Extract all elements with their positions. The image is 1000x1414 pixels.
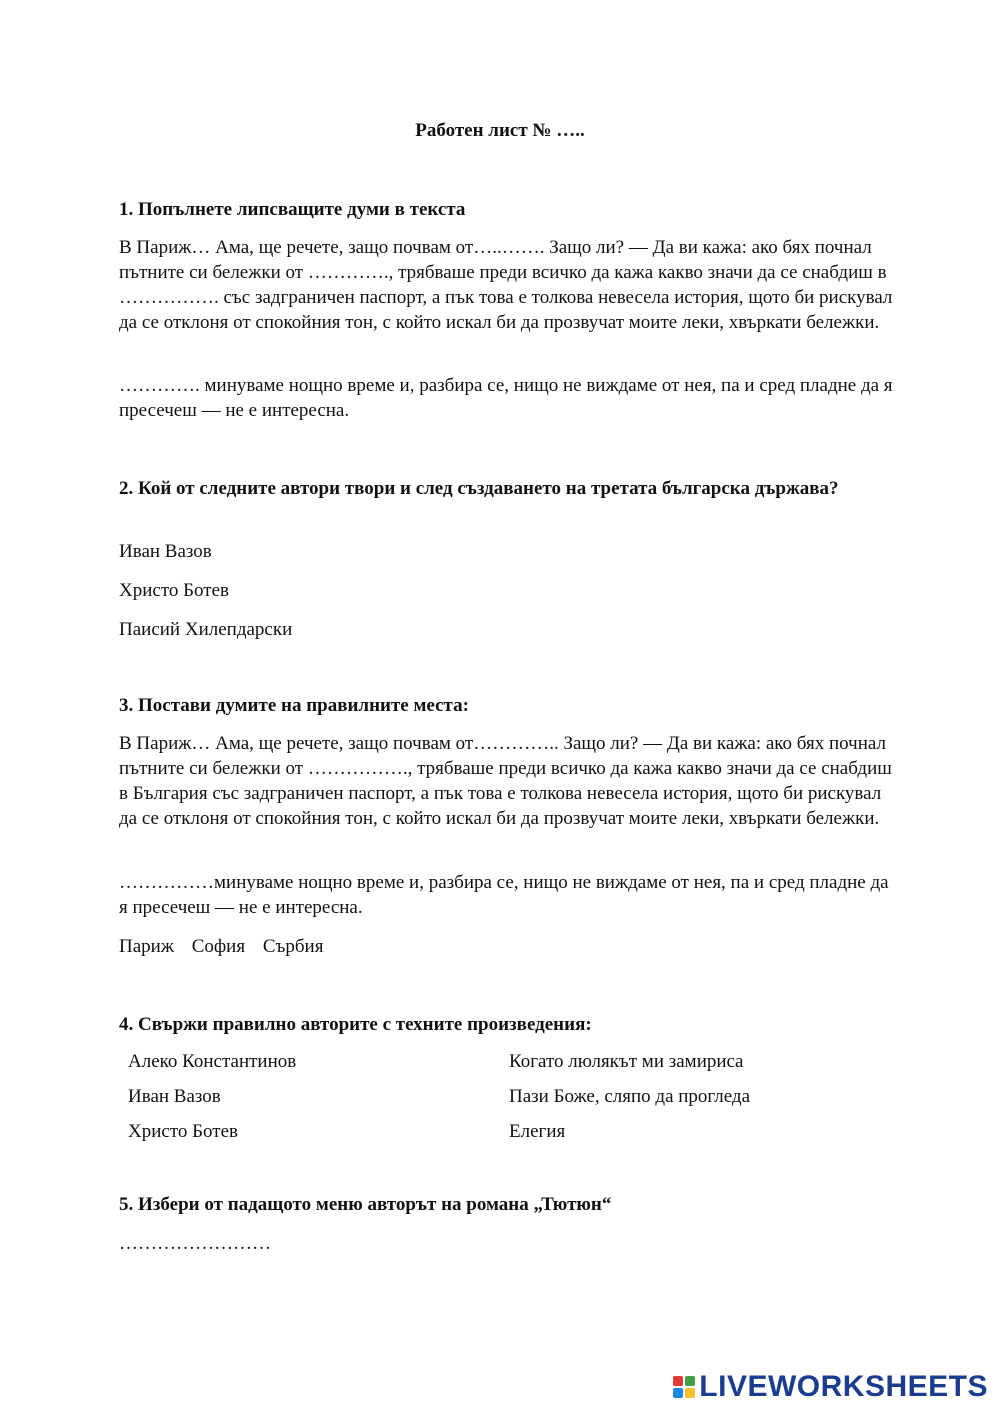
q1-paragraph-1: В Париж… Ама, ще речете, защо почвам от…..……. Защо ли? — Да ви кажа: ако бях почнал пътните си бележки от …………., трябваше преди всичко да кажа какво значи да се снабдиш в ……………. със задграничен паспорт, а пък това е толкова невесела история, щото би рискувал да се отклоня от спокойния тон, с който искал би да прозвучат моите леки, хвъркати бележки. <box>119 237 893 333</box>
word-bank-item[interactable]: Париж <box>119 936 174 957</box>
liveworksheets-brand <box>673 1370 988 1404</box>
q4-heading: 4. Свържи правилно авторите с техните произведения: <box>119 1014 592 1035</box>
liveworksheets-logo-icon <box>673 1376 695 1398</box>
word-bank-item[interactable]: Сърбия <box>262 936 324 957</box>
q3-word-bank <box>119 934 336 959</box>
q2-option[interactable]: Христо Ботев <box>119 580 229 601</box>
match-author[interactable]: Иван Вазов <box>128 1086 221 1107</box>
match-work[interactable]: Пази Боже, сляпо да прогледа <box>509 1086 751 1107</box>
match-author[interactable]: Христо Ботев <box>128 1121 238 1142</box>
q3-heading: 3. Постави думите на правилните места: <box>119 695 469 716</box>
q2-option[interactable]: Паисий Хилепдарски <box>119 619 293 640</box>
match-author[interactable]: Алеко Константинов <box>128 1051 297 1072</box>
worksheet-title: Работен лист № ….. <box>415 120 585 141</box>
match-work[interactable]: Елегия <box>509 1121 566 1142</box>
q1-heading: 1. Попълнете липсващите думи в текста <box>119 199 466 220</box>
q1-paragraph-2: …………. минуваме нощно време и, разбира се, нищо не виждаме от нея, па и сред пладне да я пресечеш — не е интересна. <box>119 375 893 421</box>
q5-answer-dropdown[interactable]: …………………… <box>119 1233 271 1254</box>
q2-heading: 2. Кой от следните автори твори и след създаването на третата българска държава? <box>119 478 839 499</box>
q3-paragraph-2: ……………минуваме нощно време и, разбира се, нищо не виждаме от нея, па и сред пладне да я пресечеш — не е интересна. <box>119 872 889 918</box>
match-work[interactable]: Когато люлякът ми замирисa <box>509 1051 744 1072</box>
q3-paragraph-1: В Париж… Ама, ще речете, защо почвам от………….. Защо ли? — Да ви кажа: ако бях почнал пътните си бележки от ……………., трябваше преди всичко да кажа какво значи да се снабдиш в България със задграничен паспорт, а пък това е толкова невесела история, щото би рискувал да се отклоня от спокойния тон, с който искал би да прозвучат моите леки, хвъркати бележки. <box>119 733 892 829</box>
brand-name: LIVEWORKSHEETS <box>699 1370 988 1403</box>
q2-option[interactable]: Иван Вазов <box>119 541 212 562</box>
q5-heading: 5. Избери от падащото меню авторът на романа „Тютюн“ <box>119 1194 612 1215</box>
word-bank-item[interactable]: София <box>191 936 246 957</box>
